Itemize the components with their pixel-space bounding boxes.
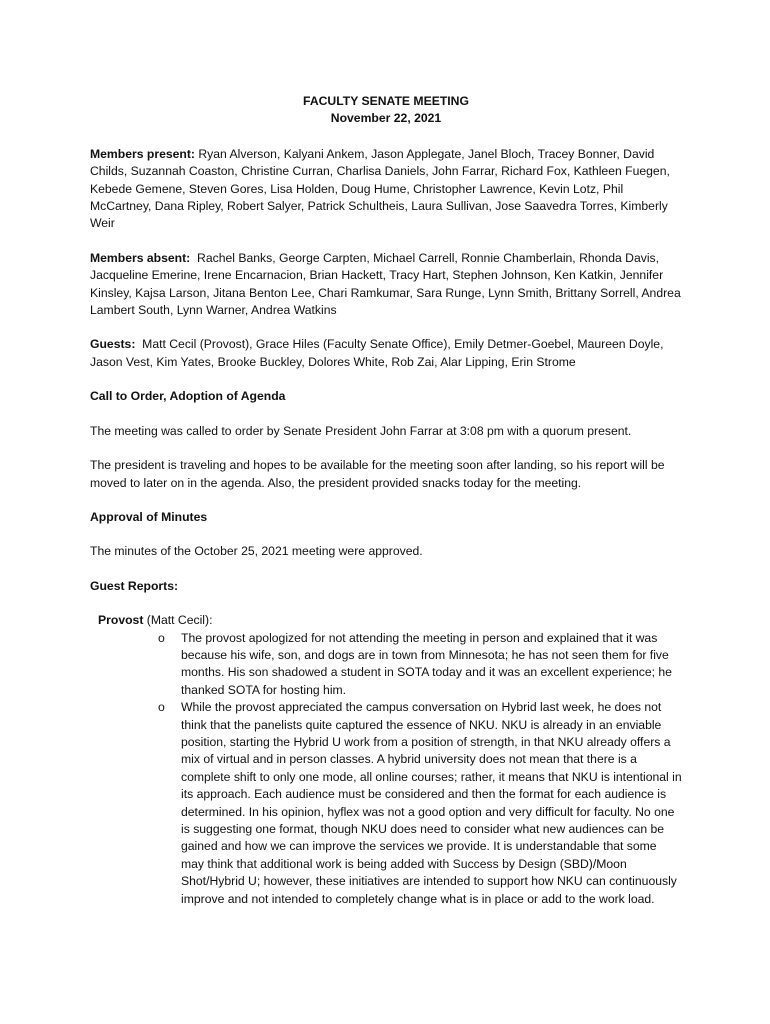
provost-name: (Matt Cecil): [143, 613, 213, 628]
members-absent-label: Members absent: [90, 250, 191, 265]
guests-list: Matt Cecil (Provost), Grace Hiles (Faculty Senate Office), Emily Detmer-Goebel, Maureen Doyle, Jason Vest, Kim Yates, Brooke Buckley, Dolores White, Rob Zai, Alar Lipping, Erin Strome [90, 337, 667, 369]
approval-heading: Approval of Minutes [90, 509, 208, 524]
document-title: FACULTY SENATE MEETING [303, 94, 469, 108]
bullet-marker-icon: o [158, 700, 165, 715]
list-item [90, 630, 682, 700]
guests-label: Guests: [90, 337, 136, 352]
guests-paragraph [90, 336, 682, 371]
president-note-text: The president is traveling and hopes to be available for the meeting soon after landing, so his report will be moved to later on in the agenda. Also, the president provided snacks today for the meeting. [90, 458, 665, 490]
call-to-order-heading: Call to Order, Adoption of Agenda [90, 389, 286, 404]
meeting-date: November 22, 2021 [330, 111, 442, 126]
provost-bullet-list [90, 630, 682, 909]
provost-label: Provost [98, 613, 144, 628]
provost-line [98, 612, 682, 629]
call-to-order-text: The meeting was called to order by Senate President John Farrar at 3:08 pm with a quorum present. [90, 423, 632, 438]
approval-text: The minutes of the October 25, 2021 meeting were approved. [90, 544, 423, 559]
bullet-text: While the provost appreciated the campus conversation on Hybrid last week, he does not think that the panelists quite captured the essence of NKU. NKU is already in an enviable position, starting the Hybrid U work from a position of strength, in that NKU already offers a mix of virtual and in person classes. A hybrid university does not mean that there is a complete shift to only one mode, all online courses; rather, it means that NKU is intentional in its approach. Each audience must be considered and then the format for each audience is determined. In his opinion, hyflex was not a good option and very difficult for faculty. No one is suggesting one format, though NKU does need to consider what new audiences can be gained and how we can improve the services we provide. It is understandable that some may think that additional work is being added with Success by Design (SBD)/Moon Shot/Hybrid U; however, these initiatives are intended to support how NKU can continuously improve and not intended to completely change what is in place or add to the work load. [181, 700, 682, 906]
members-absent-paragraph [90, 250, 685, 320]
document-page [90, 93, 685, 908]
title-block [90, 93, 682, 128]
members-present-label: Members present: [90, 146, 195, 161]
bullet-marker-icon: o [158, 630, 165, 645]
list-item [90, 699, 682, 908]
members-present-paragraph [90, 146, 682, 233]
members-present-list: Ryan Alverson, Kalyani Ankem, Jason Applegate, Janel Bloch, Tracey Bonner, David Childs, Suzannah Coaston, Christine Curran, Charlisa Daniels, John Farrar, Richard Fox, Kathleen Fuegen, Kebede Gemene, Steven Gores, Lisa Holden, Doug Hume, Christopher Lawrence, Kevin Lotz, Phil McCartney, Dana Ripley, Robert Salyer, Patrick Schultheis, Laura Sullivan, Jose Saavedra Torres, Kimberly Weir [90, 146, 670, 231]
bullet-text: The provost apologized for not attending the meeting in person and explained that it was because his wife, son, and dogs are in town from Minnesota; he has not seen them for five months. His son shadowed a student in SOTA today and it was an excellent experience; he thanked SOTA for hosting him. [181, 630, 672, 697]
guest-reports-heading: Guest Reports: [90, 578, 179, 593]
members-absent-list: Rachel Banks, George Carpten, Michael Carrell, Ronnie Chamberlain, Rhonda Davis, Jacqueline Emerine, Irene Encarnacion, Brian Hackett, Tracy Hart, Stephen Johnson, Ken Katkin, Jennifer Kinsley, Kajsa Larson, Jitana Benton Lee, Chari Ramkumar, Sara Runge, Lynn Smith, Brittany Sorrell, Andrea Lambert South, Lynn Warner, Andrea Watkins [90, 250, 685, 318]
